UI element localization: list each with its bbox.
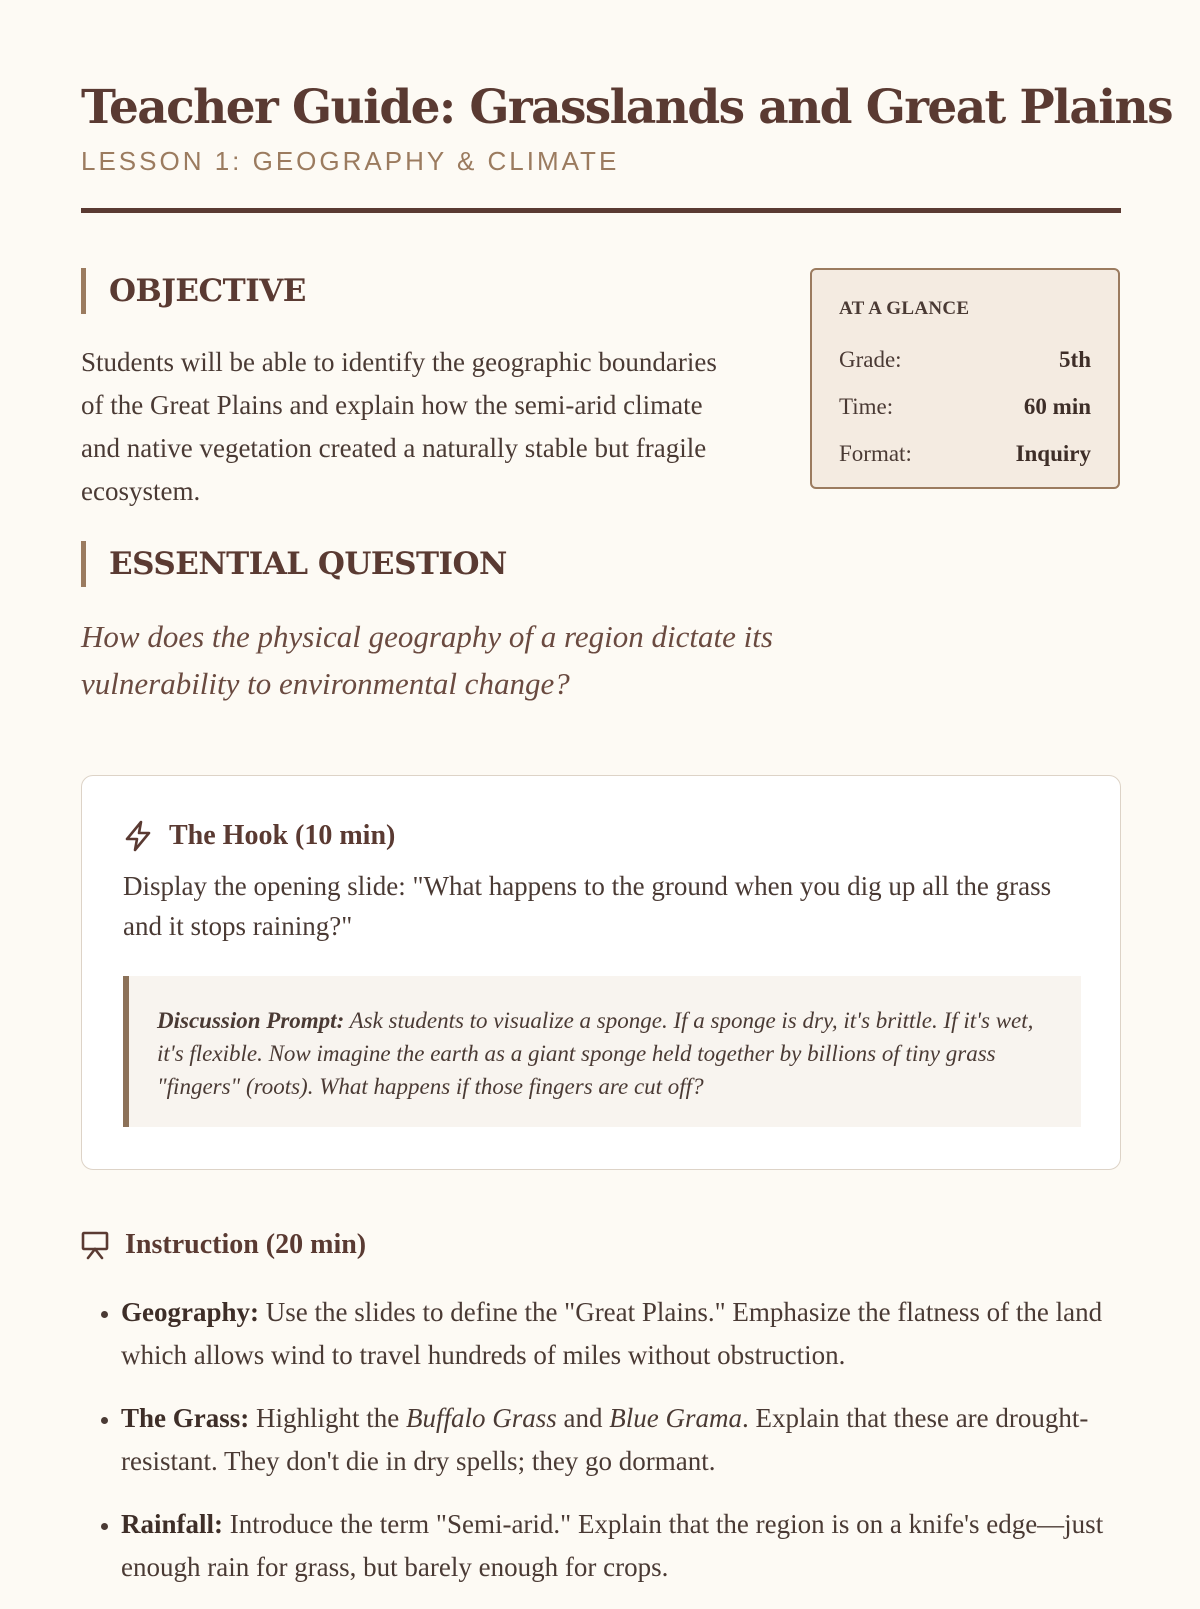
item-label: Geography: — [121, 1297, 259, 1327]
at-a-glance-box — [810, 268, 1120, 489]
objective-text: Students will be able to identify the geographic boundaries of the Great Plains and explain how the semi-arid climate and native vegetation created a naturally stable but fragile ecosystem. — [81, 347, 717, 506]
glance-key: Format: — [839, 441, 912, 466]
header-divider — [81, 208, 1121, 213]
page-title: Teacher Guide: Grasslands and Great Plains — [81, 80, 1172, 135]
presentation-board-icon — [81, 1230, 109, 1260]
list-item — [121, 1291, 1121, 1377]
discussion-prompt-label: Discussion Prompt: — [157, 1008, 345, 1033]
essential-question-text: How does the physical geography of a region dictate its vulnerability to environmental change? — [81, 619, 773, 701]
instruction-heading-label: Instruction (20 min) — [125, 1229, 367, 1260]
hook-text: Display the opening slide: "What happens to the ground when you dig up all the grass and it stops raining?" — [123, 871, 1052, 941]
glance-value: 60 min — [1023, 394, 1091, 419]
glance-value: 5th — [1059, 347, 1091, 372]
at-a-glance-title: AT A GLANCE — [839, 298, 970, 319]
glance-value: Inquiry — [1015, 441, 1091, 466]
lesson-subtitle: LESSON 1: GEOGRAPHY & CLIMATE — [81, 146, 620, 176]
hook-card — [81, 775, 1121, 1170]
instruction-heading — [81, 1225, 366, 1265]
essential-question-heading: ESSENTIAL QUESTION — [81, 541, 507, 587]
glance-key: Time: — [839, 394, 894, 419]
list-item — [121, 1397, 1121, 1483]
lightning-bolt-icon — [123, 820, 153, 852]
item-text: Use the slides to define the "Great Plains." Emphasize the flatness of the land which allows wind to travel hundreds of miles without obstruction. — [121, 1297, 1103, 1370]
glance-row-format — [839, 430, 1091, 477]
hook-heading-label: The Hook (10 min) — [169, 820, 396, 851]
item-emphasis: Blue Grama — [609, 1403, 742, 1433]
item-text: Highlight the — [249, 1403, 406, 1433]
item-label: Rainfall: — [121, 1509, 224, 1539]
glance-key: Grade: — [839, 347, 902, 372]
discussion-prompt — [123, 976, 1081, 1127]
hook-heading — [123, 816, 1079, 856]
objective-heading: OBJECTIVE — [81, 268, 306, 314]
list-item — [121, 1503, 1121, 1589]
instruction-list — [81, 1291, 1121, 1609]
glance-row-grade — [839, 336, 1091, 383]
item-text: Introduce the term "Semi-arid." Explain that the region is on a knife's edge—just enough rain for grass, but barely enough for crops. — [121, 1509, 1104, 1582]
item-label: The Grass: — [121, 1403, 250, 1433]
discussion-prompt-text: Ask students to visualize a sponge. If a sponge is dry, it's brittle. If it's wet, it's flexible. Now imagine the earth as a giant sponge held together by billions of tiny grass "fingers" (roots). What happens if those fingers are cut off? — [157, 1008, 1034, 1099]
glance-row-time — [839, 383, 1091, 430]
item-text: and — [556, 1403, 610, 1433]
item-emphasis: Buffalo Grass — [406, 1403, 557, 1433]
item-text: . Explain that these are drought-resistant. They don't die in dry spells; they go dormant. — [121, 1403, 1089, 1476]
